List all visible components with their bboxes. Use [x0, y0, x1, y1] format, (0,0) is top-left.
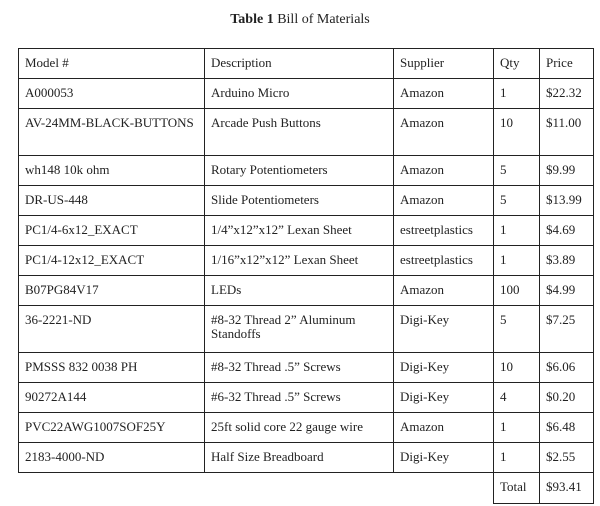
header-supplier: Supplier [394, 49, 494, 79]
cell-supplier: Amazon [394, 276, 494, 306]
cell-model: DR-US-448 [19, 186, 205, 216]
cell-price: $6.48 [540, 413, 594, 443]
table-row [19, 186, 594, 216]
cell-qty: 5 [494, 156, 540, 186]
header-qty: Qty [494, 49, 540, 79]
cell-qty: 1 [494, 216, 540, 246]
total-label: Total [494, 473, 540, 504]
table-row [19, 353, 594, 383]
table-row [19, 413, 594, 443]
total-spacer [205, 473, 394, 504]
cell-price: $22.32 [540, 79, 594, 109]
cell-qty: 5 [494, 306, 540, 353]
cell-qty: 10 [494, 353, 540, 383]
cell-supplier: Amazon [394, 156, 494, 186]
cell-description: Slide Potentiometers [205, 186, 394, 216]
cell-qty: 4 [494, 383, 540, 413]
cell-price: $7.25 [540, 306, 594, 353]
cell-model: 90272A144 [19, 383, 205, 413]
cell-description: Half Size Breadboard [205, 443, 394, 473]
table-row [19, 156, 594, 186]
cell-qty: 1 [494, 246, 540, 276]
cell-price: $9.99 [540, 156, 594, 186]
table-row [19, 276, 594, 306]
total-value: $93.41 [540, 473, 594, 504]
bill-of-materials-table [18, 48, 594, 504]
cell-description: #8-32 Thread 2” Aluminum Standoffs [205, 306, 394, 353]
table-caption [0, 12, 600, 28]
cell-description: Rotary Potentiometers [205, 156, 394, 186]
cell-description: LEDs [205, 276, 394, 306]
table-row [19, 443, 594, 473]
cell-price: $13.99 [540, 186, 594, 216]
table-row [19, 109, 594, 156]
cell-model: B07PG84V17 [19, 276, 205, 306]
cell-description: 25ft solid core 22 gauge wire [205, 413, 394, 443]
cell-description: 1/16”x12”x12” Lexan Sheet [205, 246, 394, 276]
cell-model: wh148 10k ohm [19, 156, 205, 186]
cell-qty: 1 [494, 413, 540, 443]
cell-model: A000053 [19, 79, 205, 109]
cell-description: Arduino Micro [205, 79, 394, 109]
cell-qty: 100 [494, 276, 540, 306]
cell-supplier: estreetplastics [394, 246, 494, 276]
cell-supplier: Amazon [394, 79, 494, 109]
cell-price: $4.99 [540, 276, 594, 306]
header-model: Model # [19, 49, 205, 79]
table-row [19, 383, 594, 413]
cell-qty: 1 [494, 79, 540, 109]
total-spacer [394, 473, 494, 504]
cell-qty: 10 [494, 109, 540, 156]
cell-description: #8-32 Thread .5” Screws [205, 353, 394, 383]
table-row [19, 306, 594, 353]
cell-price: $4.69 [540, 216, 594, 246]
cell-qty: 5 [494, 186, 540, 216]
table-caption-title: Bill of Materials [277, 12, 370, 27]
header-row [19, 49, 594, 79]
cell-price: $2.55 [540, 443, 594, 473]
cell-model: PC1/4-12x12_EXACT [19, 246, 205, 276]
cell-supplier: Digi-Key [394, 443, 494, 473]
total-row [19, 473, 594, 504]
header-price: Price [540, 49, 594, 79]
table-row [19, 246, 594, 276]
cell-model: 36-2221-ND [19, 306, 205, 353]
table-caption-label: Table 1 [230, 12, 274, 27]
cell-supplier: Digi-Key [394, 353, 494, 383]
cell-supplier: Amazon [394, 109, 494, 156]
table-row [19, 216, 594, 246]
cell-model: PC1/4-6x12_EXACT [19, 216, 205, 246]
cell-supplier: Amazon [394, 186, 494, 216]
cell-description: 1/4”x12”x12” Lexan Sheet [205, 216, 394, 246]
cell-description: Arcade Push Buttons [205, 109, 394, 156]
cell-price: $3.89 [540, 246, 594, 276]
cell-price: $11.00 [540, 109, 594, 156]
cell-price: $0.20 [540, 383, 594, 413]
total-spacer [19, 473, 205, 504]
header-description: Description [205, 49, 394, 79]
cell-supplier: Digi-Key [394, 306, 494, 353]
cell-model: AV-24MM-BLACK-BUTTONS [19, 109, 205, 156]
cell-supplier: Digi-Key [394, 383, 494, 413]
cell-price: $6.06 [540, 353, 594, 383]
cell-supplier: Amazon [394, 413, 494, 443]
cell-supplier: estreetplastics [394, 216, 494, 246]
table-row [19, 79, 594, 109]
cell-model: PMSSS 832 0038 PH [19, 353, 205, 383]
cell-model: 2183-4000-ND [19, 443, 205, 473]
cell-qty: 1 [494, 443, 540, 473]
cell-model: PVC22AWG1007SOF25Y [19, 413, 205, 443]
cell-description: #6-32 Thread .5” Screws [205, 383, 394, 413]
